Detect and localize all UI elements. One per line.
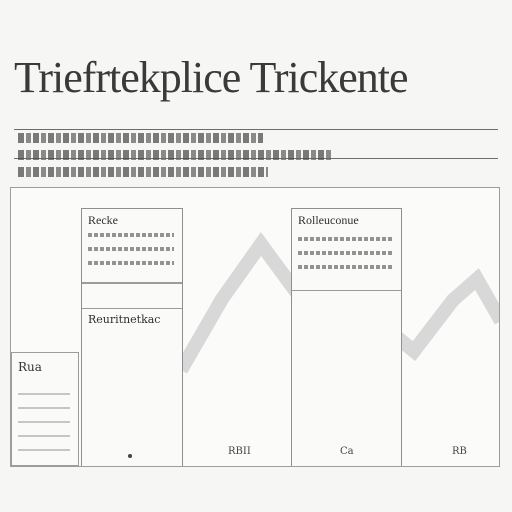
panel-left-title: Recke bbox=[88, 213, 118, 227]
panel-right-title: Rolleuconue bbox=[298, 213, 359, 227]
side-card-title: Rua bbox=[18, 360, 42, 374]
panel-right bbox=[291, 208, 402, 467]
marker-label: RBII bbox=[228, 446, 251, 457]
chart-frame bbox=[10, 187, 500, 467]
marker-label: RB bbox=[452, 446, 467, 457]
panel-left bbox=[81, 208, 183, 467]
marker-label: Ca bbox=[340, 446, 354, 457]
panel-left-subheader-label: Reuritnetkac bbox=[88, 313, 161, 326]
page-title: Triefrtekplice Trickente bbox=[14, 53, 408, 102]
side-card-text bbox=[18, 386, 70, 451]
side-card bbox=[11, 352, 79, 466]
panel-left-text bbox=[88, 233, 174, 269]
divider bbox=[14, 129, 498, 130]
dot-icon bbox=[128, 454, 132, 458]
header-text-line bbox=[18, 167, 268, 177]
header-text-line bbox=[18, 150, 333, 160]
header-text-line bbox=[18, 133, 263, 143]
panel-left-subheader bbox=[82, 283, 182, 309]
panel-right-text bbox=[298, 237, 393, 273]
